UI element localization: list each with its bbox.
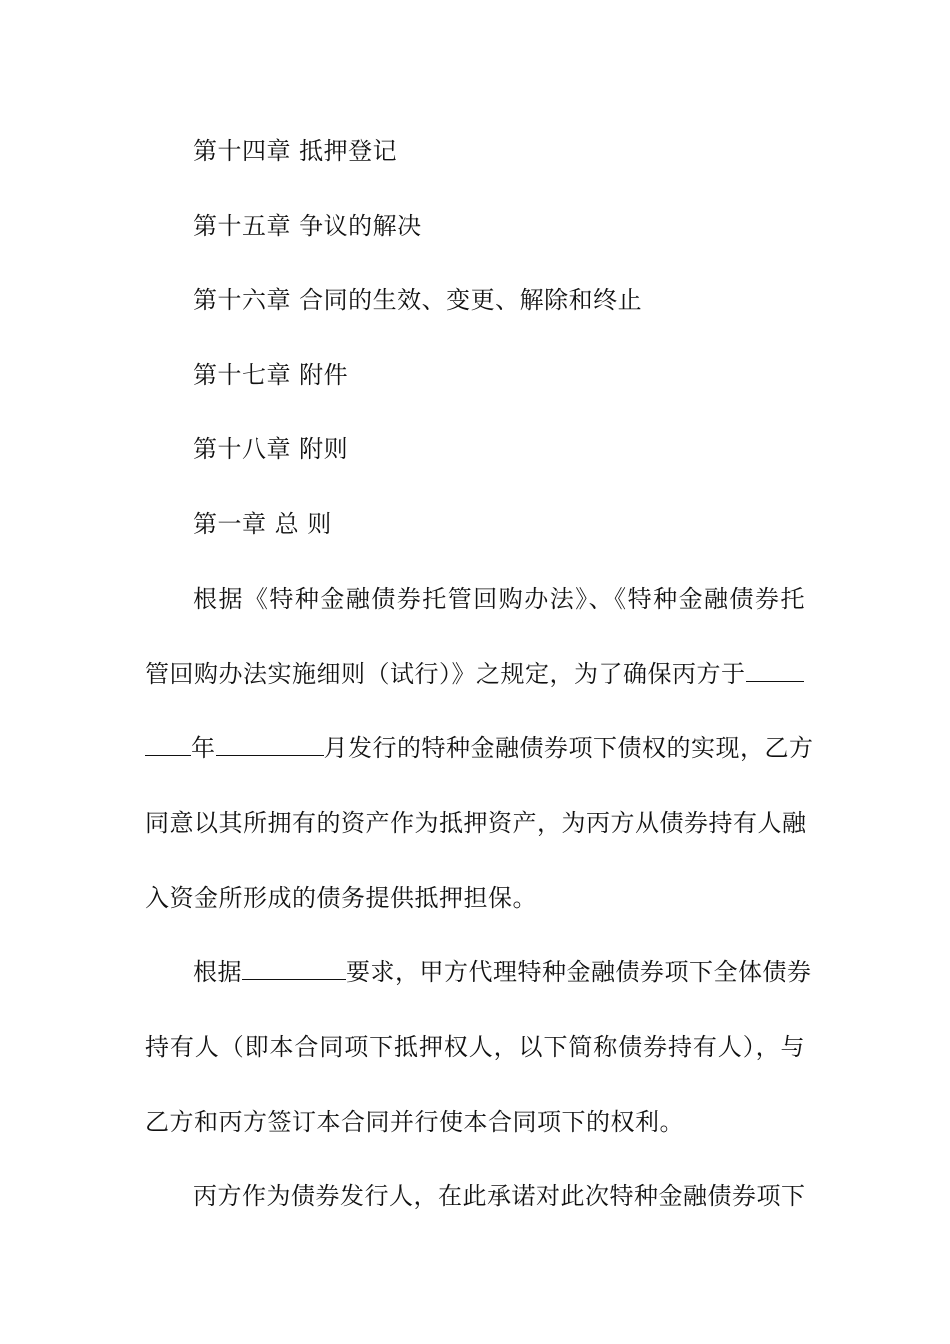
para2-line3: 乙方和丙方签订本合同并行使本合同项下的权利。 xyxy=(145,1108,684,1136)
para1-line3 xyxy=(145,733,814,763)
para1-line1: 根据《特种金融债券托管回购办法》、《特种金融债券托 xyxy=(193,585,805,613)
year-label: 年 xyxy=(191,734,216,762)
toc-chapter-17: 第十七章 附件 xyxy=(193,361,349,389)
para1-line5: 入资金所形成的债务提供抵押担保。 xyxy=(145,884,537,912)
toc-chapter-15: 第十五章 争议的解决 xyxy=(193,212,422,240)
toc-chapter-18: 第十八章 附则 xyxy=(193,435,349,463)
fill-blank-year-part2 xyxy=(145,735,191,756)
toc-chapter-14: 第十四章 抵押登记 xyxy=(193,137,398,165)
toc-chapter-16: 第十六章 合同的生效、变更、解除和终止 xyxy=(193,286,643,314)
para2-line1-text: 要求，甲方代理特种金融债券项下全体债券 xyxy=(346,958,812,986)
para1-line4: 同意以其所拥有的资产作为抵押资产，为丙方从债券持有人融 xyxy=(145,809,807,837)
fill-blank-month xyxy=(216,735,324,756)
para2-line2: 持有人（即本合同项下抵押权人，以下简称债券持有人），与 xyxy=(145,1033,805,1061)
para1-line2-text: 管回购办法实施细则（试行）》之规定，为了确保丙方于 xyxy=(145,660,746,688)
para3-line1: 丙方作为债券发行人，在此承诺对此次特种金融债券项下 xyxy=(193,1182,806,1210)
fill-blank-year-part1 xyxy=(746,661,804,682)
para2-line1 xyxy=(193,957,812,987)
para1-line2 xyxy=(145,659,805,689)
fill-blank-basis xyxy=(242,959,346,980)
para1-line3-text: 月发行的特种金融债券项下债权的实现，乙方 xyxy=(323,734,814,762)
para2-line1-prefix: 根据 xyxy=(193,958,242,986)
chapter-1-heading: 第一章 总 则 xyxy=(193,510,332,538)
